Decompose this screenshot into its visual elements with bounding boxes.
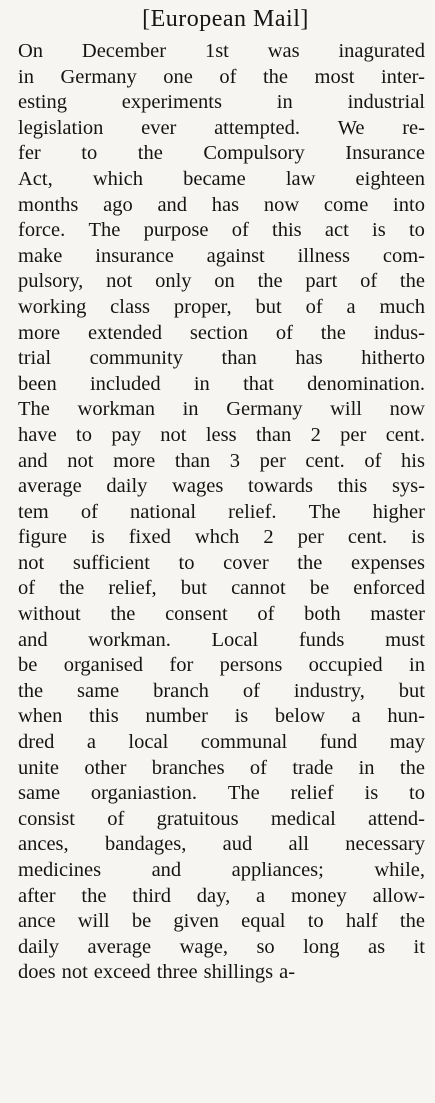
word: the [110,603,136,626]
word: relief [290,782,334,805]
word: and [151,859,182,881]
word: of [18,577,36,600]
word: not [67,449,94,472]
word: has [211,193,240,216]
text-line [18,628,425,654]
text-line [18,960,425,986]
word: appliances; [231,859,324,881]
text-line [18,653,425,679]
word: on [214,270,235,293]
word: the [399,270,425,293]
word: now [263,193,300,216]
word: is [372,219,386,242]
word: sufficient [72,551,150,574]
word: daily [18,935,59,958]
text-line [18,167,425,193]
word: part [305,270,338,293]
word: the [59,577,85,600]
word: will [77,910,110,933]
text-line [18,423,425,449]
word: of [219,65,237,88]
word: into [393,193,425,216]
word: of [80,500,98,523]
word: legislation [18,116,104,139]
word: medical [270,807,336,830]
word: fer [18,142,41,165]
word: than [255,423,292,446]
word: the [399,910,425,933]
word: workman [77,398,155,421]
word: whch [194,526,240,549]
word: The [88,219,121,242]
word: cent. [347,526,388,549]
word: indus- [373,321,425,344]
word: and [18,449,48,472]
word: towards [248,475,313,498]
word: per [259,449,286,472]
word: of [107,807,125,830]
word: relief, [108,577,157,600]
word: his [401,449,425,472]
word: is [364,782,379,805]
word: and [157,193,188,216]
word: this [89,705,119,728]
word: in [409,654,425,677]
word: number [145,705,208,728]
word: cent. [385,423,425,446]
text-line [18,909,425,935]
word: a [346,295,356,318]
text-line [18,525,425,551]
word: branch [153,679,209,702]
word: in [182,398,199,421]
word: unite [18,756,59,779]
word: in [18,65,34,88]
word: one [163,65,193,88]
word: daily [106,475,148,498]
word: section [189,321,248,344]
word: half [345,910,378,933]
word: cent. [305,449,345,472]
word: as [368,935,386,958]
word: but [255,295,282,318]
text-line [18,295,425,321]
word: is [234,705,249,728]
word: cover [223,551,269,574]
article-headline: [European Mail] [142,6,309,32]
word: Compulsory [203,142,305,165]
word: purpose [143,219,209,242]
word: not [160,423,187,446]
word: that [243,372,274,395]
word: of [364,449,382,472]
text-line [18,679,425,705]
word: class [110,295,151,318]
word: to [307,910,324,933]
word: of [305,295,323,318]
text-line [18,832,425,858]
word: is [411,526,425,549]
text-line [18,704,425,730]
word: of [360,270,378,293]
word: a- [279,961,296,984]
word: the [257,270,283,293]
text-line [18,244,425,270]
word: less [205,423,237,446]
word: of [275,321,293,344]
word: working [18,295,87,318]
text-line [18,807,425,833]
word: was [267,40,300,62]
word: cannot [231,577,286,600]
word: the [297,551,323,574]
word: after [18,884,56,907]
word: re- [402,116,425,139]
word: attempted. [214,116,301,139]
text-line [18,65,425,91]
word: com- [382,244,425,267]
word: dred [18,731,55,754]
word: wages [172,475,224,498]
word: organised [63,654,144,677]
word: been [18,372,57,395]
word: per [340,423,367,446]
word: sys- [391,475,425,498]
word: most [314,65,355,88]
word: included [89,372,161,395]
word: of [231,219,249,242]
word: may [389,731,425,754]
word: more [18,321,61,344]
text-line [18,116,425,142]
word: the [399,756,425,779]
word: illness [297,244,351,267]
word: eighteen [355,167,425,190]
text-line [18,321,425,347]
word: of [242,679,260,702]
word: does [18,961,56,984]
word: the [320,321,346,344]
word: denomination. [307,372,425,395]
word: fixed [128,526,171,549]
text-line [18,346,425,372]
word: communal [200,731,288,754]
word: be [131,910,152,933]
word: aud [222,833,253,856]
word: national [130,500,197,523]
text-line [18,372,425,398]
word: equal [241,910,286,933]
text-line [18,858,425,884]
word: three [156,961,198,984]
text-line [18,602,425,628]
word: is [91,526,105,549]
word: same [77,679,120,702]
word: to [81,142,98,165]
word: a [86,731,96,754]
word: average [18,475,82,498]
word: against [206,244,265,267]
word: trial [18,347,52,370]
word: exceed [93,961,151,984]
word: hun- [387,705,425,728]
word: Local [211,628,259,651]
word: ance [18,910,56,933]
word: proper, [173,295,232,318]
word: much [379,295,425,318]
word: The [227,782,260,805]
word: expenses [350,551,425,574]
word: wage, [179,935,228,958]
word: The [308,500,341,523]
word: below [274,705,326,728]
word: hitherto [361,347,425,370]
word: bandages, [104,833,187,856]
word: all [288,833,310,856]
text-line [18,551,425,577]
word: now [389,398,425,421]
word: trade [292,756,334,779]
word: a [351,705,361,728]
word: became [183,167,246,190]
word: figure [18,526,67,549]
word: experiments [121,91,222,114]
word: per [297,526,324,549]
word: ago [103,193,133,216]
word: than [221,347,257,370]
text-line [18,39,425,65]
word: 2 [263,526,274,549]
word: to [178,551,195,574]
word: a [256,884,266,907]
word: it [413,935,425,958]
word: persons [219,654,283,677]
word: gratuitous [156,807,239,830]
word: not [106,270,133,293]
word: local [128,731,169,754]
text-line [18,474,425,500]
word: workman. [88,628,171,651]
text-line [18,397,425,423]
text-line [18,781,425,807]
word: branches [151,756,225,779]
word: necessary [345,833,425,856]
word: Germany [226,398,303,421]
word: shillings [203,961,274,984]
word: long [303,935,340,958]
word: which [92,167,143,190]
word: December [81,40,167,62]
word: but [180,577,207,600]
word: in [358,756,375,779]
word: ances, [18,833,69,856]
word: have [18,423,57,446]
word: months [18,193,79,216]
word: this [337,475,368,498]
word: insurance [95,244,174,267]
word: relief. [228,500,277,523]
word: must [385,628,425,651]
word: inter- [380,65,425,88]
word: 2 [310,423,321,446]
word: while, [374,859,425,881]
word: not [61,961,88,984]
word: medicines [18,859,102,881]
word: for [169,654,194,677]
word: enforced [353,577,425,600]
word: force. [18,219,66,242]
word: industry, [293,679,365,702]
word: 3 [229,449,240,472]
word: the [18,679,44,702]
word: than [174,449,211,472]
word: has [295,347,323,370]
word: so [256,935,275,958]
word: given [173,910,219,933]
text-line [18,449,425,475]
word: to [408,219,425,242]
word: will [330,398,363,421]
word: come [323,193,369,216]
word: when [18,705,63,728]
word: law [285,167,316,190]
word: occupied [308,654,383,677]
word: allow- [372,884,425,907]
word: consent [165,603,228,626]
text-line [18,500,425,526]
text-line [18,935,425,961]
word: not [18,551,45,574]
word: attend- [368,807,425,830]
word: and [18,628,48,651]
word: master [370,603,425,626]
word: only [155,270,192,293]
text-line [18,193,425,219]
word: We [337,116,365,139]
word: in [193,372,210,395]
word: industrial [347,91,425,114]
text-line [18,884,425,910]
text-line [18,141,425,167]
word: On [18,40,44,62]
word: third [132,884,171,907]
word: act [324,219,349,242]
text-line [18,269,425,295]
word: more [113,449,156,472]
word: but [398,679,425,702]
word: day, [196,884,231,907]
word: both [304,603,341,626]
word: tem [18,500,49,523]
word: esting [18,91,67,114]
word: inagurated [338,40,425,62]
word: to [76,423,92,446]
word: make [18,244,63,267]
text-line [18,756,425,782]
word: consist [18,807,75,830]
word: fund [319,731,358,754]
word: Insurance [345,142,425,165]
word: the [137,142,163,165]
word: The [18,398,50,421]
word: organiastion. [90,782,198,805]
word: average [87,935,152,958]
word: community [89,347,183,370]
text-line [18,730,425,756]
word: higher [372,500,425,523]
text-line [18,576,425,602]
word: be [18,654,38,677]
word: the [81,884,107,907]
word: 1st [204,40,229,62]
word: ever [141,116,177,139]
text-line [18,218,425,244]
word: extended [88,321,162,344]
word: same [18,782,61,805]
word: pay [111,423,141,446]
word: Act, [18,167,53,190]
word: Germany [60,65,137,88]
text-line [18,90,425,116]
word: money [290,884,347,907]
word: without [18,603,81,626]
word: other [84,756,127,779]
word: of [257,603,275,626]
word: in [276,91,293,114]
word: to [409,782,425,805]
word: funds [298,628,345,651]
word: pulsory, [18,270,84,293]
article-body [18,39,425,986]
word: this [272,219,302,242]
word: of [249,756,267,779]
word: the [262,65,289,88]
word: be [309,577,330,600]
